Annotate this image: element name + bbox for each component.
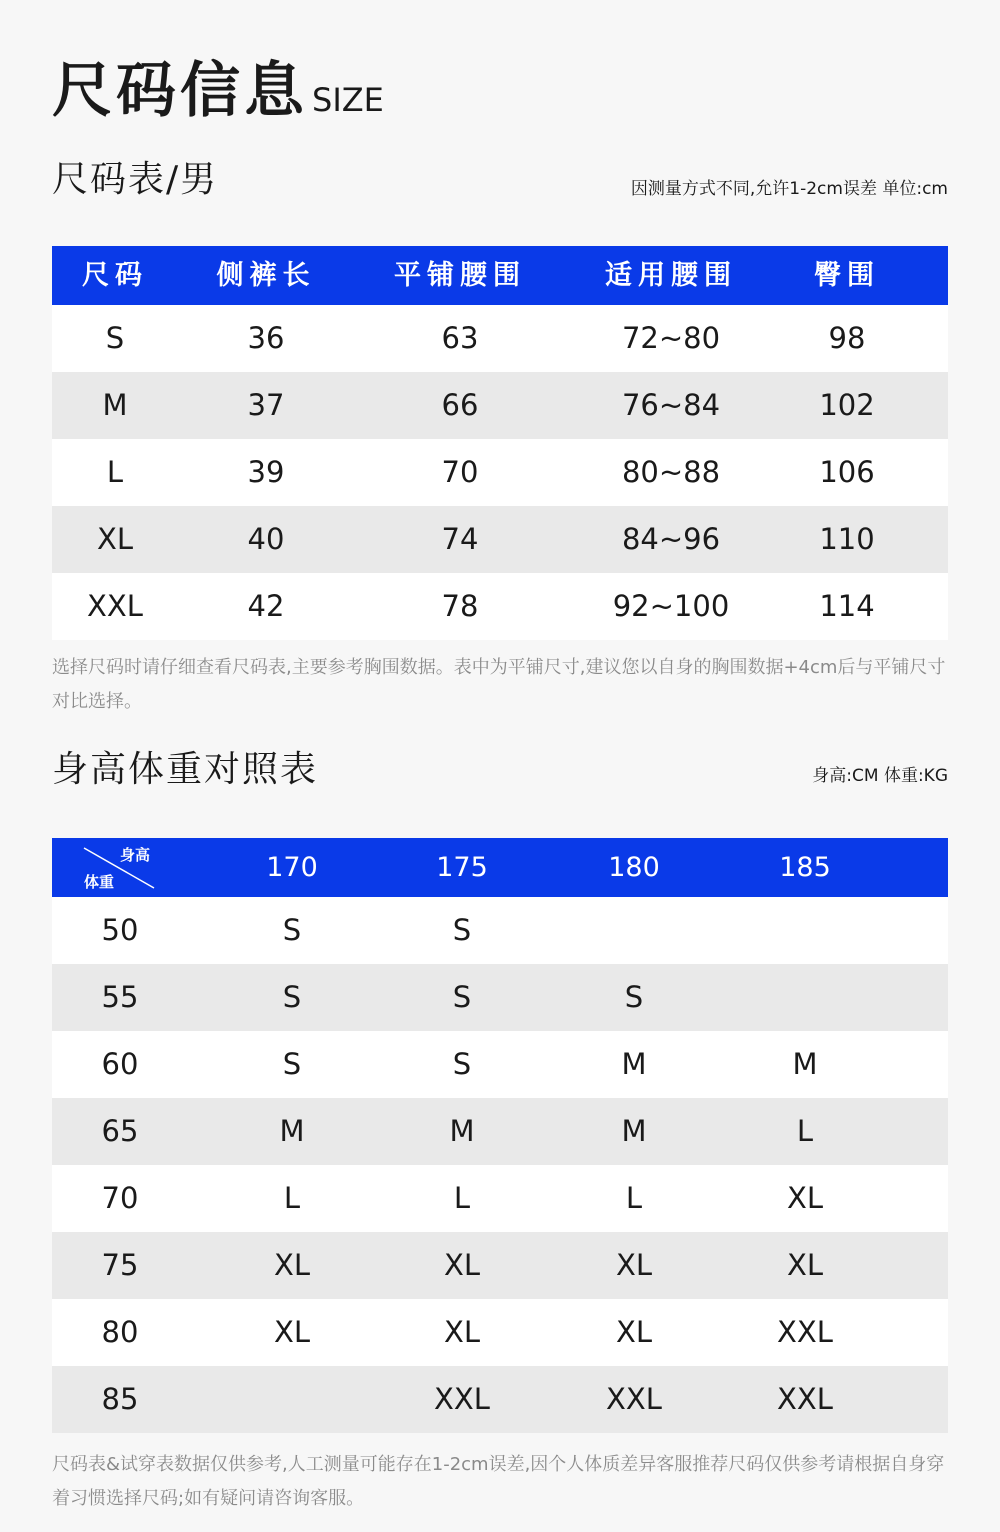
height-weight-row	[52, 1031, 948, 1098]
height-col-header: 180	[608, 852, 660, 883]
size-table-cell: 63	[441, 321, 479, 355]
size-table-row	[52, 372, 948, 439]
size-recommendation-cell: M	[621, 1047, 647, 1081]
size-table-cell: 78	[441, 589, 479, 623]
size-table-cell: 114	[819, 589, 875, 623]
size-recommendation-cell: S	[282, 1047, 302, 1081]
size-table-row	[52, 305, 948, 372]
size-table-cell: 37	[247, 388, 285, 422]
page-title-cn: 尺码信息	[52, 56, 308, 126]
size-recommendation-cell: XXL	[777, 1315, 833, 1349]
size-recommendation-cell: XXL	[777, 1382, 833, 1416]
weight-cell: 65	[101, 1114, 139, 1148]
size-recommendation-cell: S	[452, 913, 472, 947]
weight-cell: 55	[101, 980, 139, 1014]
size-recommendation-cell: S	[282, 980, 302, 1014]
size-recommendation-cell: XL	[443, 1315, 481, 1349]
height-col-header: 185	[779, 852, 831, 883]
height-weight-body	[52, 897, 948, 1433]
size-table-cell: 40	[247, 522, 285, 556]
size-table-cell: XL	[96, 522, 134, 556]
size-recommendation-cell: L	[796, 1114, 814, 1148]
size-recommendation-cell: XXL	[606, 1382, 662, 1416]
corner-height-label: 身高	[120, 846, 151, 864]
size-col-header: 适用腰围	[605, 260, 737, 291]
weight-cell: 60	[101, 1047, 139, 1081]
size-table-cell: 42	[247, 589, 285, 623]
size-table-cell: S	[105, 321, 125, 355]
height-col-header: 170	[266, 852, 318, 883]
size-recommendation-cell: M	[449, 1114, 475, 1148]
height-weight-row	[52, 1098, 948, 1165]
size-table-row	[52, 506, 948, 573]
size-table-cell: 76~84	[621, 388, 721, 422]
size-recommendation-cell: XL	[273, 1315, 311, 1349]
size-recommendation-cell: XL	[443, 1248, 481, 1282]
size-table-cell: 74	[441, 522, 479, 556]
size-recommendation-cell: S	[452, 1047, 472, 1081]
page-title	[52, 56, 384, 135]
size-recommendation-cell: M	[279, 1114, 305, 1148]
size-table-header	[52, 246, 948, 305]
size-recommendation-cell: XL	[273, 1248, 311, 1282]
size-table-cell: 66	[441, 388, 479, 422]
size-table-cell: XXL	[87, 589, 143, 623]
size-col-header: 平铺腰围	[394, 260, 526, 291]
size-recommendation-cell: XXL	[434, 1382, 490, 1416]
size-table-cell: L	[106, 455, 124, 489]
size-table-cell: 36	[247, 321, 285, 355]
size-recommendation-cell: XL	[615, 1315, 653, 1349]
height-col-header: 175	[436, 852, 488, 883]
height-weight-row	[52, 1299, 948, 1366]
size-table-cell: 39	[247, 455, 285, 489]
size-col-header: 臀围	[814, 260, 880, 291]
size-table-cell: 98	[828, 321, 866, 355]
size-table-cell: M	[102, 388, 128, 422]
weight-cell: 80	[101, 1315, 139, 1349]
weight-cell: 70	[101, 1181, 139, 1215]
size-table-cell: 80~88	[621, 455, 721, 489]
height-weight-note: 尺码表&试穿表数据仅供参考,人工测量可能存在1-2cm误差,因个人体质差异客服推荐尺码仅供参考请根据自身穿着习惯选择尺码;如有疑问请咨询客服。	[52, 1454, 945, 1509]
corner-weight-label: 体重	[84, 873, 115, 891]
height-weight-row	[52, 964, 948, 1031]
size-table-note: 选择尺码时请仔细查看尺码表,主要参考胸围数据。表中为平铺尺寸,建议您以自身的胸围数据+4cm后与平铺尺寸对比选择。	[52, 657, 946, 712]
size-col-header: 侧裤长	[216, 260, 316, 291]
size-recommendation-cell: XL	[615, 1248, 653, 1282]
size-recommendation-cell: S	[624, 980, 644, 1014]
height-weight-row	[52, 897, 948, 964]
size-recommendation-cell: M	[792, 1047, 818, 1081]
height-weight-row	[52, 1366, 948, 1433]
weight-cell: 75	[101, 1248, 139, 1282]
size-recommendation-cell: XL	[786, 1181, 824, 1215]
height-weight-header	[52, 838, 948, 897]
page-title-en: SIZE	[312, 81, 384, 119]
size-table-body	[52, 305, 948, 640]
corner-cell	[52, 838, 162, 897]
size-table-cell: 72~80	[621, 321, 721, 355]
size-table-row	[52, 573, 948, 640]
size-recommendation-cell: M	[621, 1114, 647, 1148]
size-recommendation-cell: L	[625, 1181, 643, 1215]
size-table-cell: 92~100	[612, 589, 730, 623]
height-weight-unit-note: 身高:CM 体重:KG	[812, 766, 948, 786]
size-recommendation-cell: L	[453, 1181, 471, 1215]
size-table-row	[52, 439, 948, 506]
weight-cell: 85	[101, 1382, 139, 1416]
height-weight-row	[52, 1232, 948, 1299]
height-weight-table	[52, 838, 948, 1433]
size-table-cell: 70	[441, 455, 479, 489]
size-table-cell: 84~96	[621, 522, 721, 556]
size-table	[52, 246, 948, 640]
size-col-header: 尺码	[82, 260, 148, 291]
size-recommendation-cell: S	[282, 913, 302, 947]
size-table-cell: 110	[819, 522, 875, 556]
size-recommendation-cell: S	[452, 980, 472, 1014]
height-weight-title: 身高体重对照表	[52, 749, 319, 790]
height-weight-row	[52, 1165, 948, 1232]
size-recommendation-cell: L	[283, 1181, 301, 1215]
size-unit-note: 因测量方式不同,允许1-2cm误差 单位:cm	[630, 179, 948, 199]
size-table-cell: 102	[819, 388, 875, 422]
size-table-title: 尺码表/男	[52, 159, 219, 200]
size-table-cell: 106	[819, 455, 875, 489]
weight-cell: 50	[101, 913, 139, 947]
size-recommendation-cell: XL	[786, 1248, 824, 1282]
